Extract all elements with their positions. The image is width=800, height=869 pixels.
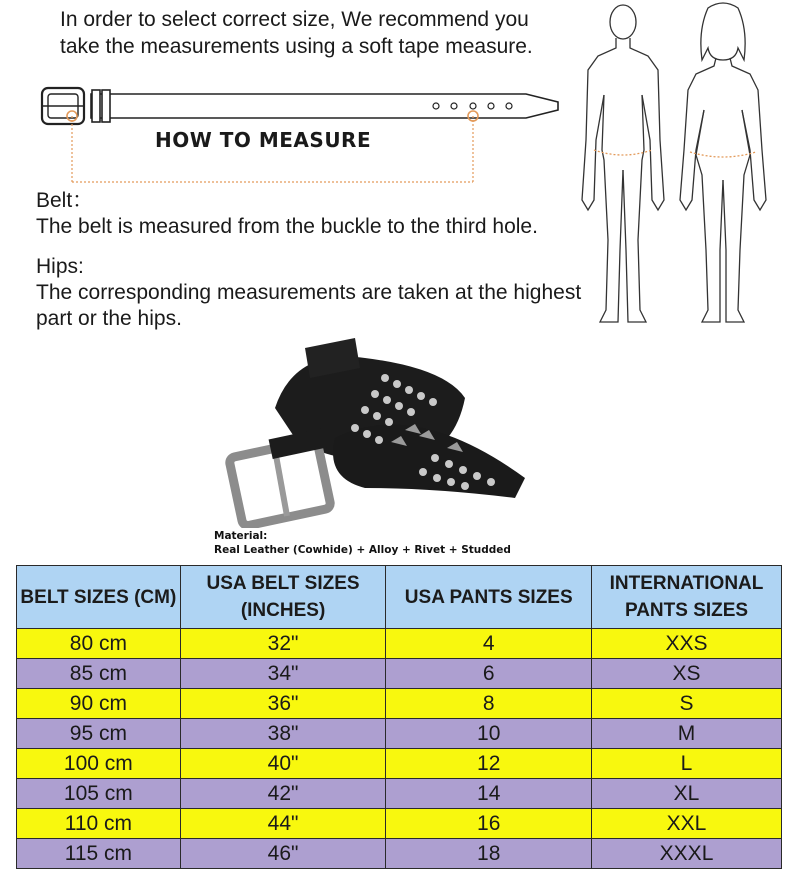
cell-usa-pants: 14	[386, 779, 592, 809]
cell-belt-cm: 95 cm	[17, 719, 181, 749]
studded-belt-photo	[215, 338, 535, 528]
cell-belt-cm: 80 cm	[17, 629, 181, 659]
header-usa-belt-sizes: USA BELT SIZES (INCHES)	[180, 566, 386, 629]
hips-instructions: The corresponding measurements are taken at the highest part or the hips.	[36, 281, 582, 330]
cell-usa-belt: 44"	[180, 809, 386, 839]
hips-title: Hips:	[36, 255, 84, 278]
cell-intl-pants: S	[592, 689, 782, 719]
cell-usa-belt: 38"	[180, 719, 386, 749]
cell-usa-belt: 42"	[180, 779, 386, 809]
table-row	[17, 779, 782, 809]
cell-intl-pants: XXS	[592, 629, 782, 659]
header-usa-pants-sizes: USA PANTS SIZES	[386, 566, 592, 629]
table-row	[17, 749, 782, 779]
cell-belt-cm: 110 cm	[17, 809, 181, 839]
table-row	[17, 659, 782, 689]
how-to-measure-heading: HOW TO MEASURE	[155, 128, 372, 152]
cell-usa-pants: 10	[386, 719, 592, 749]
belt-title: Belt：	[36, 189, 94, 212]
cell-usa-belt: 40"	[180, 749, 386, 779]
cell-usa-belt: 46"	[180, 839, 386, 869]
hips-section	[36, 254, 586, 332]
belt-instructions: The belt is measured from the buckle to the third hole.	[36, 215, 538, 238]
cell-belt-cm: 90 cm	[17, 689, 181, 719]
table-row	[17, 809, 782, 839]
cell-intl-pants: XXL	[592, 809, 782, 839]
cell-belt-cm: 100 cm	[17, 749, 181, 779]
table-row	[17, 629, 782, 659]
cell-usa-pants: 6	[386, 659, 592, 689]
table-row	[17, 839, 782, 869]
cell-intl-pants: L	[592, 749, 782, 779]
header-international-pants-sizes: INTERNATIONAL PANTS SIZES	[592, 566, 782, 629]
cell-usa-pants: 4	[386, 629, 592, 659]
cell-intl-pants: XL	[592, 779, 782, 809]
cell-intl-pants: M	[592, 719, 782, 749]
size-chart-table	[16, 565, 782, 869]
cell-usa-belt: 36"	[180, 689, 386, 719]
header-belt-sizes-cm: BELT SIZES (CM)	[17, 566, 181, 629]
belt-section	[36, 188, 596, 240]
cell-belt-cm: 105 cm	[17, 779, 181, 809]
cell-usa-pants: 16	[386, 809, 592, 839]
cell-belt-cm: 115 cm	[17, 839, 181, 869]
cell-usa-belt: 34"	[180, 659, 386, 689]
table-row	[17, 719, 782, 749]
cell-intl-pants: XXXL	[592, 839, 782, 869]
material-note	[214, 529, 511, 557]
cell-usa-pants: 8	[386, 689, 592, 719]
cell-usa-pants: 12	[386, 749, 592, 779]
material-label: Material:	[214, 530, 268, 542]
cell-belt-cm: 85 cm	[17, 659, 181, 689]
cell-intl-pants: XS	[592, 659, 782, 689]
body-figures-illustration	[578, 0, 788, 330]
cell-usa-belt: 32"	[180, 629, 386, 659]
table-header-row	[17, 566, 782, 629]
male-figure-icon	[582, 5, 664, 322]
intro-text: In order to select correct size, We recommend you take the measurements using a soft tape measure.	[60, 8, 533, 58]
material-value: Real Leather (Cowhide) + Alloy + Rivet + Studded	[214, 544, 511, 556]
table-row	[17, 689, 782, 719]
female-figure-icon	[680, 3, 766, 322]
cell-usa-pants: 18	[386, 839, 592, 869]
